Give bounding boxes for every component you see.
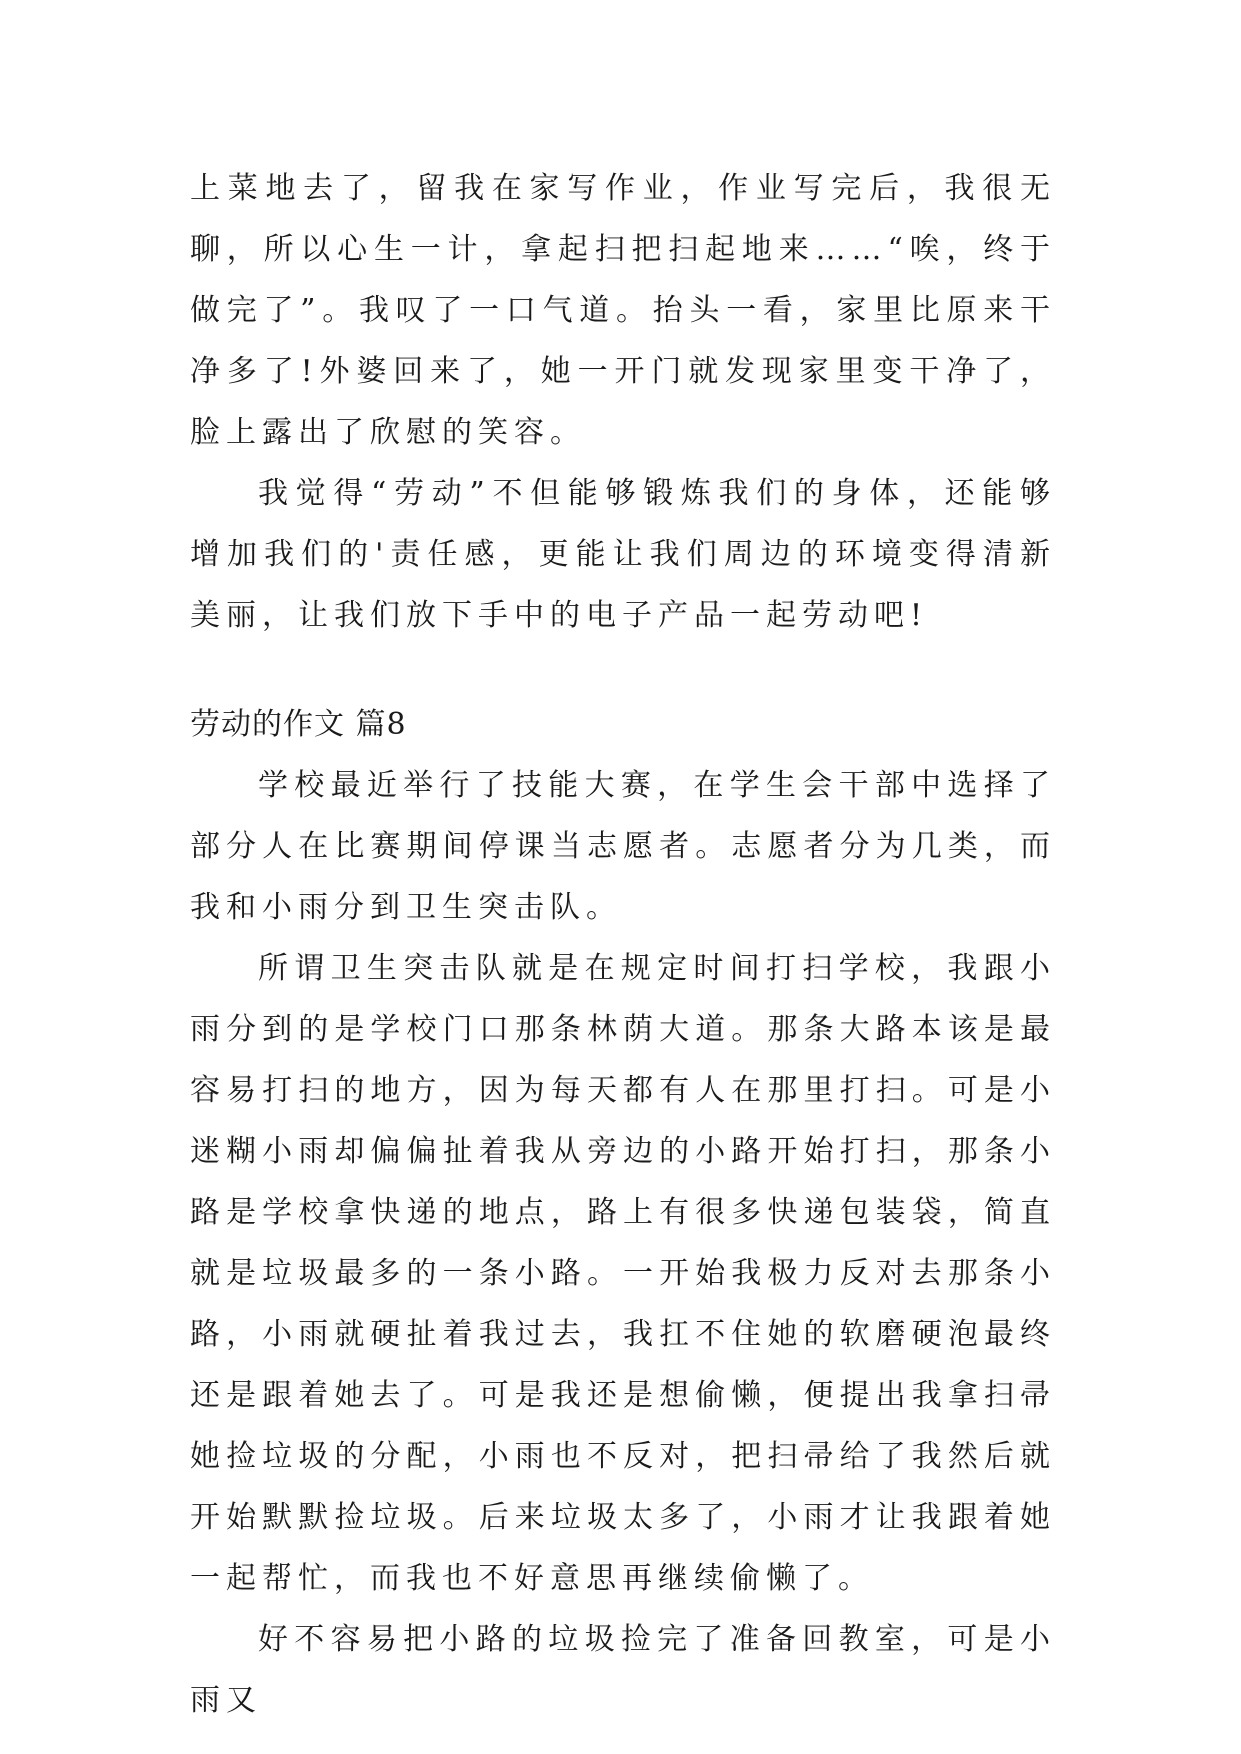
paragraph-intro: 学校最近举行了技能大赛，在学生会干部中选择了部分人在比赛期间停课当志愿者。志愿者分为几类，而我和小雨分到卫生突击队。 (190, 768, 1056, 925)
paragraph-conclusion: 我觉得“劳动”不但能够锻炼我们的身体，还能够增加我们的'责任感，更能让我们周边的环境变得清新美丽，让我们放下手中的电子产品一起劳动吧! (190, 476, 1056, 633)
paragraph-last: 好不容易把小路的垃圾捡完了准备回教室，可是小雨又 (190, 1622, 1056, 1718)
document-body (190, 158, 1056, 1731)
section-heading: 劳动的作文 篇8 (190, 707, 407, 742)
paragraph-story: 所谓卫生突击队就是在规定时间打扫学校，我跟小雨分到的是学校门口那条林荫大道。那条大路本该是最容易打扫的地方，因为每天都有人在那里打扫。可是小迷糊小雨却偏偏扯着我从旁边的小路开始打扫，那条小路是学校拿快递的地点，路上有很多快递包装袋，简直就是垃圾最多的一条小路。一开始我极力反对去那条小路，小雨就硬扯着我过去，我扛不住她的软磨硬泡最终还是跟着她去了。可是我还是想偷懒，便提出我拿扫帚她捡垃圾的分配，小雨也不反对，把扫帚给了我然后就开始默默捡垃圾。后来垃圾太多了，小雨才让我跟着她一起帮忙，而我也不好意思再继续偷懒了。 (190, 951, 1056, 1596)
paragraph-continued: 上菜地去了，留我在家写作业，作业写完后，我很无聊，所以心生一计，拿起扫把扫起地来……“唉，终于做完了”。我叹了一口气道。抬头一看，家里比原来干净多了!外婆回来了，她一开门就发现家里变干净了，脸上露出了欣慰的笑容。 (190, 171, 1056, 450)
section-gap (190, 646, 1056, 694)
